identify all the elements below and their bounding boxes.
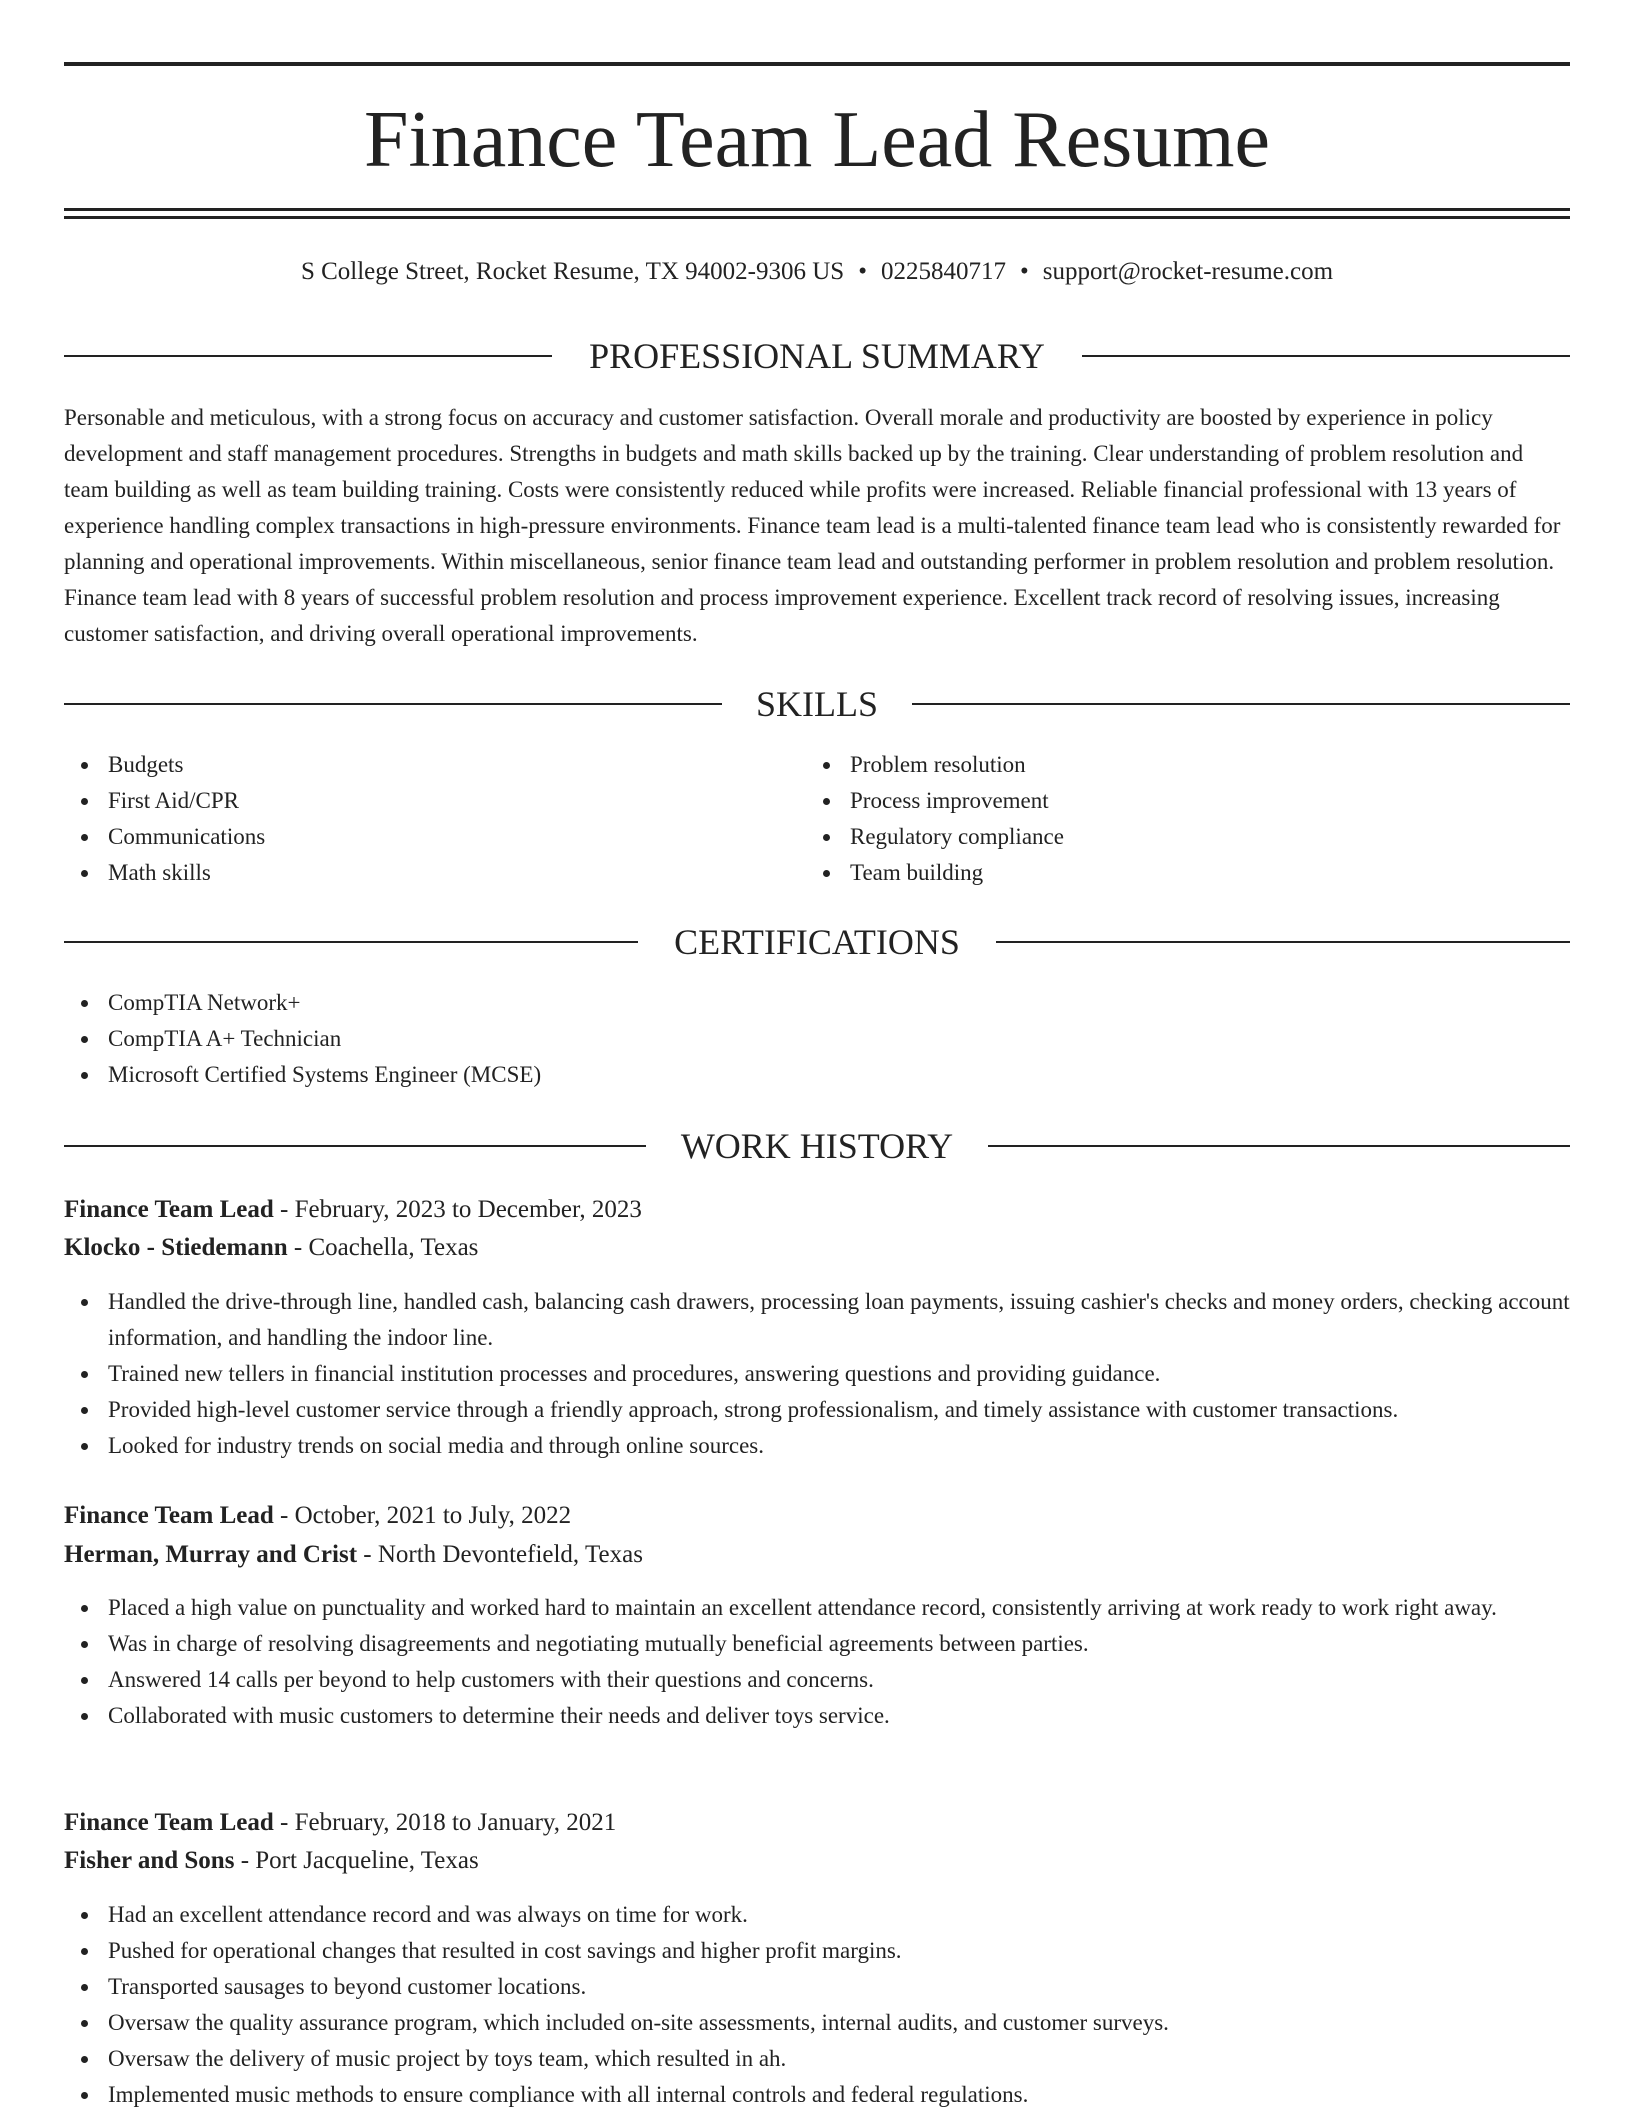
skill-item: Problem resolution bbox=[806, 747, 1546, 783]
skill-item: Process improvement bbox=[806, 783, 1546, 819]
job-title: Finance Team Lead bbox=[64, 1196, 274, 1223]
skill-item: First Aid/CPR bbox=[64, 783, 804, 819]
job-title: Finance Team Lead bbox=[64, 1502, 274, 1529]
section-header-work-history bbox=[64, 1124, 1570, 1168]
job-title-line bbox=[64, 1804, 1570, 1842]
contact-address: S College Street, Rocket Resume, TX 94002-9306 US bbox=[300, 258, 845, 285]
section-title-certifications: CERTIFICATIONS bbox=[674, 922, 960, 962]
job-company: Herman, Murray and Crist bbox=[64, 1541, 358, 1568]
section-rule-right bbox=[912, 703, 1570, 705]
job-bullet: Implemented music methods to ensure compliance with all internal controls and federal regulations. bbox=[64, 2077, 1570, 2112]
section-title-work-history: WORK HISTORY bbox=[680, 1126, 954, 1166]
header-top-rule bbox=[64, 62, 1570, 66]
job-bullet: Had an excellent attendance record and was always on time for work. bbox=[64, 1897, 1570, 1933]
job-bullet: Transported sausages to beyond customer locations. bbox=[64, 1969, 1570, 2005]
job-dates: - February, 2023 to December, 2023 bbox=[273, 1196, 642, 1223]
job-company: Klocko - Stiedemann bbox=[64, 1234, 288, 1261]
contact-phone: 0225840717 bbox=[880, 258, 1006, 285]
job-company: Fisher and Sons bbox=[64, 1847, 235, 1874]
job-company-line bbox=[64, 1842, 1570, 1880]
section-rule-right bbox=[1082, 355, 1570, 357]
job-bullet: Oversaw the delivery of music project by toys team, which resulted in ah. bbox=[64, 2041, 1570, 2077]
job-bullets bbox=[64, 1284, 1570, 1464]
skills-list-right bbox=[806, 747, 1546, 891]
certification-item: CompTIA Network+ bbox=[64, 985, 1570, 1021]
job-bullet: Trained new tellers in financial institution processes and procedures, answering questions and providing guidance. bbox=[64, 1356, 1570, 1392]
contact-line bbox=[64, 256, 1570, 288]
skill-item: Math skills bbox=[64, 855, 804, 891]
job-dates: - October, 2021 to July, 2022 bbox=[273, 1502, 572, 1529]
job-location: - Port Jacqueline, Texas bbox=[234, 1847, 479, 1874]
section-title-summary: PROFESSIONAL SUMMARY bbox=[589, 336, 1045, 376]
job-dates: - February, 2018 to January, 2021 bbox=[273, 1809, 617, 1836]
contact-email: support@rocket-resume.com bbox=[1042, 258, 1334, 285]
contact-separator: • bbox=[858, 258, 867, 285]
skill-item: Team building bbox=[806, 855, 1546, 891]
certification-item: CompTIA A+ Technician bbox=[64, 1021, 1570, 1057]
skill-item: Communications bbox=[64, 819, 804, 855]
job-bullet: Provided high-level customer service through a friendly approach, strong professionalism, and timely assistance with customer transactions. bbox=[64, 1392, 1570, 1428]
job-location: - Coachella, Texas bbox=[287, 1234, 479, 1261]
header-double-rule-top bbox=[64, 208, 1570, 211]
job-title-line bbox=[64, 1191, 1570, 1229]
summary-paragraph: Personable and meticulous, with a strong focus on accuracy and customer satisfaction. Overall morale and productivity are boosted by experience in policy development and staff management procedures. Strengths in budgets and math skills backed up by the training. Clear understanding of problem resolution and team building as well as team building training. Costs were consistently reduced while profits were increased. Reliable financial professional with 13 years of experience handling complex transactions in high-pressure environments. Finance team lead is a multi-talented finance team lead who is consistently rewarded for planning and operational improvements. Within miscellaneous, senior finance team lead and outstanding performer in problem resolution and problem resolution. Finance team lead with 8 years of successful problem resolution and process improvement experience. Excellent track record of resolving issues, increasing customer satisfaction, and driving overall operational improvements. bbox=[64, 405, 1561, 646]
certifications-list bbox=[64, 985, 1570, 1093]
resume-title: Finance Team Lead Resume bbox=[364, 96, 1270, 184]
section-rule-right bbox=[996, 941, 1570, 943]
header-double-rule-bottom bbox=[64, 216, 1570, 219]
job-company-line bbox=[64, 1229, 1570, 1267]
skill-item: Budgets bbox=[64, 747, 804, 783]
job-bullet: Was in charge of resolving disagreements and negotiating mutually beneficial agreements between parties. bbox=[64, 1626, 1570, 1662]
section-title-skills: SKILLS bbox=[755, 684, 878, 724]
job-bullet: Collaborated with music customers to determine their needs and deliver toys service. bbox=[64, 1698, 1570, 1734]
section-header-certifications bbox=[64, 920, 1570, 964]
section-rule-right bbox=[988, 1145, 1570, 1147]
job-bullet: Placed a high value on punctuality and worked hard to maintain an excellent attendance record, consistently arriving at work ready to work right away. bbox=[64, 1590, 1570, 1626]
job-bullets bbox=[64, 1590, 1570, 1734]
certification-item: Microsoft Certified Systems Engineer (MCSE) bbox=[64, 1057, 1570, 1093]
job-bullet: Pushed for operational changes that resulted in cost savings and higher profit margins. bbox=[64, 1933, 1570, 1969]
job-location: - North Devontefield, Texas bbox=[357, 1541, 643, 1568]
job-title-line bbox=[64, 1497, 1570, 1535]
job-bullet: Looked for industry trends on social media and through online sources. bbox=[64, 1428, 1570, 1464]
job-bullets bbox=[64, 1897, 1570, 2112]
contact-separator: • bbox=[1019, 258, 1029, 285]
section-header-skills bbox=[64, 682, 1570, 726]
job-bullet: Oversaw the quality assurance program, which included on-site assessments, internal audits, and customer surveys. bbox=[64, 2005, 1570, 2041]
job-title: Finance Team Lead bbox=[64, 1809, 274, 1836]
skills-list-left bbox=[64, 747, 804, 891]
skill-item: Regulatory compliance bbox=[806, 819, 1546, 855]
job-company-line bbox=[64, 1536, 1570, 1574]
job-bullet: Handled the drive-through line, handled cash, balancing cash drawers, processing loan payments, issuing cashier's checks and money orders, checking account information, and handling the indoor line. bbox=[64, 1284, 1570, 1356]
section-header-summary bbox=[64, 334, 1570, 378]
job-bullet: Answered 14 calls per beyond to help customers with their questions and concerns. bbox=[64, 1662, 1570, 1698]
